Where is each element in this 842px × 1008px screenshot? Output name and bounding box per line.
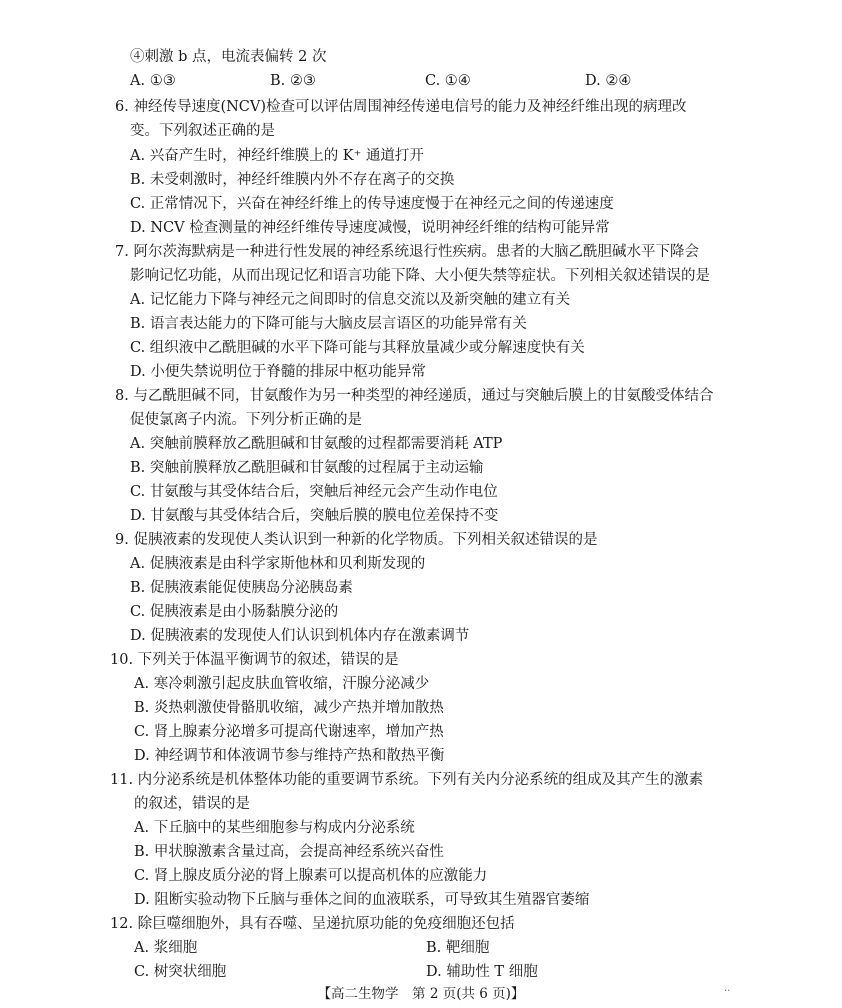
q12-option-b: B. 靶细胞: [426, 940, 490, 956]
q5-statement-4: ④刺激 b 点，电流表偏转 2 次: [130, 49, 327, 65]
q11-stem-line2: 的叙述，错误的是: [134, 796, 250, 812]
q12-option-d: D. 辅助性 T 细胞: [426, 964, 538, 980]
q11-option-b: B. 甲状腺激素含量过高，会提高神经系统兴奋性: [134, 844, 444, 860]
q9-option-d: D. 促胰液素的发现使人们认识到机体内存在激素调节: [130, 628, 470, 644]
q12-option-c: C. 树突状细胞: [134, 964, 227, 980]
q7-stem-line2: 影响记忆功能，从而出现记忆和语言功能下降、大小便失禁等症状。下列相关叙述错误的是: [130, 268, 710, 284]
q11-option-a: A. 下丘脑中的某些细胞参与构成内分泌系统: [134, 820, 415, 836]
q9-stem: 9. 促胰液素的发现使人类认识到一种新的化学物质。下列相关叙述错误的是: [115, 532, 598, 548]
q7-stem-line1: 7. 阿尔茨海默病是一种进行性发展的神经系统退行性疾病。患者的大脑乙酰胆碱水平下降会: [115, 244, 699, 260]
q11-option-c: C. 肾上腺皮质分泌的肾上腺素可以提高机体的应激能力: [134, 868, 488, 884]
q8-stem-line2: 促使氯离子内流。下列分析正确的是: [130, 412, 362, 428]
q9-option-a: A. 促胰液素是由科学家斯他林和贝利斯发现的: [130, 556, 426, 572]
corner-mark: ··: [724, 986, 731, 997]
q8-option-c: C. 甘氨酸与其受体结合后，突触后神经元会产生动作电位: [130, 484, 498, 500]
q10-option-b: B. 炎热刺激使骨骼肌收缩，减少产热并增加散热: [134, 700, 444, 716]
q6-stem-line2: 变。下列叙述正确的是: [130, 123, 275, 139]
q7-option-c: C. 组织液中乙酰胆碱的水平下降可能与其释放量减少或分解速度快有关: [130, 340, 585, 356]
q6-option-a: A. 兴奋产生时，神经纤维膜上的 K⁺ 通道打开: [130, 148, 424, 164]
q10-option-a: A. 寒冷刺激引起皮肤血管收缩，汗腺分泌减少: [134, 676, 430, 692]
q8-option-d: D. 甘氨酸与其受体结合后，突触后膜的膜电位差保持不变: [130, 508, 499, 524]
q10-option-c: C. 肾上腺素分泌增多可提高代谢速率，增加产热: [134, 724, 444, 740]
page-footer: 【高二生物学 第 2 页(共 6 页)】: [317, 986, 525, 1002]
q5-option-d: D. ②④: [585, 73, 632, 89]
q5-options: [130, 70, 770, 92]
q7-option-a: A. 记忆能力下降与神经元之间即时的信息交流以及新突触的建立有关: [130, 292, 571, 308]
q11-option-d: D. 阻断实验动物下丘脑与垂体之间的血液联系，可导致其生殖器官萎缩: [134, 892, 590, 908]
q5-option-b: B. ②③: [270, 73, 316, 89]
q5-option-c: C. ①④: [425, 73, 471, 89]
q9-option-c: C. 促胰液素是由小肠黏膜分泌的: [130, 604, 339, 620]
q6-option-d: D. NCV 检查测量的神经纤维传导速度减慢，说明神经纤维的结构可能异常: [130, 220, 610, 236]
q10-stem: 10. 下列关于体温平衡调节的叙述，错误的是: [110, 652, 399, 668]
q12-stem: 12. 除巨噬细胞外，具有吞噬、呈递抗原功能的免疫细胞还包括: [110, 916, 515, 932]
q6-option-b: B. 未受刺激时，神经纤维膜内外不存在离子的交换: [130, 172, 455, 188]
q8-stem-line1: 8. 与乙酰胆碱不同，甘氨酸作为另一种类型的神经递质，通过与突触后膜上的甘氨酸受体结合: [115, 388, 714, 404]
q12-option-a: A. 浆细胞: [134, 940, 198, 956]
q12-options-row2: [134, 961, 734, 983]
q12-options-row1: [134, 937, 734, 959]
q11-stem-line1: 11. 内分泌系统是机体整体功能的重要调节系统。下列有关内分泌系统的组成及其产生的激素: [110, 772, 704, 788]
q5-option-a: A. ①③: [130, 73, 176, 89]
q8-option-a: A. 突触前膜释放乙酰胆碱和甘氨酸的过程都需要消耗 ATP: [130, 436, 503, 452]
q6-stem-line1: 6. 神经传导速度(NCV)检查可以评估周围神经传递电信号的能力及神经纤维出现的病理改: [115, 99, 687, 115]
q7-option-b: B. 语言表达能力的下降可能与大脑皮层言语区的功能异常有关: [130, 316, 527, 332]
q8-option-b: B. 突触前膜释放乙酰胆碱和甘氨酸的过程属于主动运输: [130, 460, 484, 476]
q9-option-b: B. 促胰液素能促使胰岛分泌胰岛素: [130, 580, 353, 596]
q10-option-d: D. 神经调节和体液调节参与维持产热和散热平衡: [134, 748, 445, 764]
q7-option-d: D. 小便失禁说明位于脊髓的排尿中枢功能异常: [130, 364, 426, 380]
q6-option-c: C. 正常情况下，兴奋在神经纤维上的传导速度慢于在神经元之间的传递速度: [130, 196, 614, 212]
